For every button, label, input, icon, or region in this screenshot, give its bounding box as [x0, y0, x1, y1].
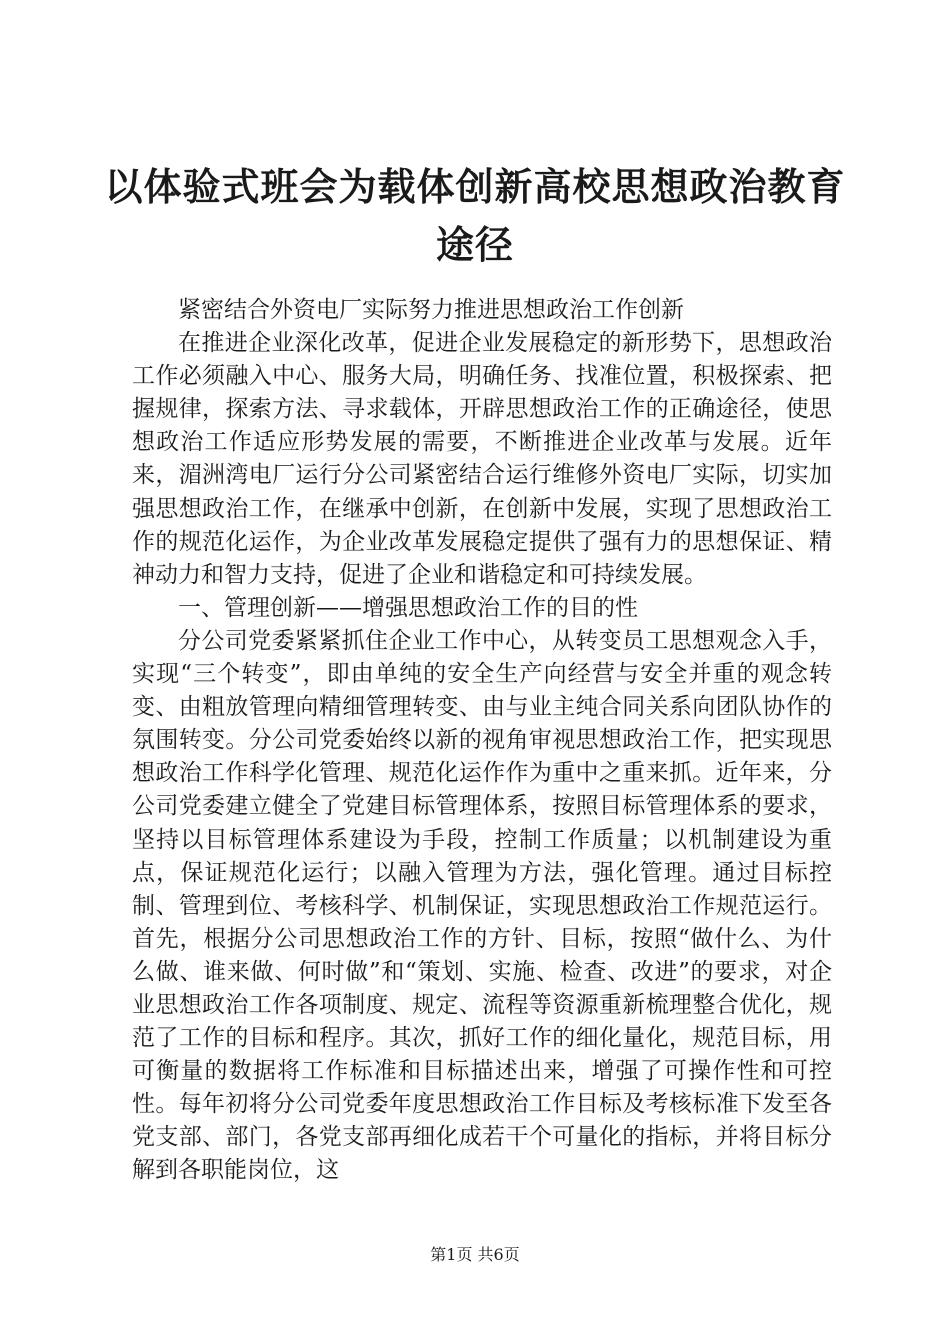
body-paragraph: 分公司党委紧紧抓住企业工作中心，从转变员工思想观念入手，实现“三个转变”，即由单纯的安全生产向经营与安全并重的观念转变、由粗放管理向精细管理转变、由与业主纯合同关系向团队协作的氛围转变。分公司党委始终以新的视角审视思想政治工作，把实现思想政治工作科学化管理、规范化运作作为重中之重来抓。近年来，分公司党委建立健全了党建目标管理体系，按照目标管理体系的要求，坚持以目标管理体系建设为手段，控制工作质量；以机制建设为重点，保证规范化运行；以融入管理为方法，强化管理。通过目标控制、管理到位、考核科学、机制保证，实现思想政治工作规范运行。首先，根据分公司思想政治工作的方针、目标，按照“做什么、为什么做、谁来做、何时做”和“策划、实施、检查、改进”的要求，对企业思想政治工作各项制度、规定、流程等资源重新梳理整合优化，规范了工作的目标和程序。其次，抓好工作的细化量化，规范目标，用可衡量的数据将工作标准和目标描述出来，增强了可操作性和可控性。每年初将分公司党委年度思想政治工作目标及考核标准下发至各党支部、部门，各党支部再细化成若干个可量化的指标，并将目标分解到各职能岗位，这 — [132, 627, 832, 1184]
body-paragraph: 在推进企业深化改革，促进企业发展稳定的新形势下，思想政治工作必须融入中心、服务大局，明确任务、找准位置，积极探索、把握规律，探索方法、寻求载体，开辟思想政治工作的正确途径，使思想政治工作适应形势发展的需要，不断推进企业改革与发展。近年来，湄洲湾电厂运行分公司紧密结合运行维修外资电厂实际，切实加强思想政治工作，在继承中创新，在创新中发展，实现了思想政治工作的规范化运作，为企业改革发展稳定提供了强有力的思想保证、精神动力和智力支持，促进了企业和谐稳定和可持续发展。 — [132, 330, 832, 588]
document-body — [132, 294, 832, 1188]
document-title: 以体验式班会为载体创新高校思想政治教育途径 — [104, 164, 846, 267]
section-heading: 一、管理创新——增强思想政治工作的目的性 — [178, 594, 638, 621]
subtitle-paragraph: 紧密结合外资电厂实际努力推进思想政治工作创新 — [178, 297, 684, 323]
page-number-footer: 第1页 共6页 — [430, 1245, 520, 1264]
